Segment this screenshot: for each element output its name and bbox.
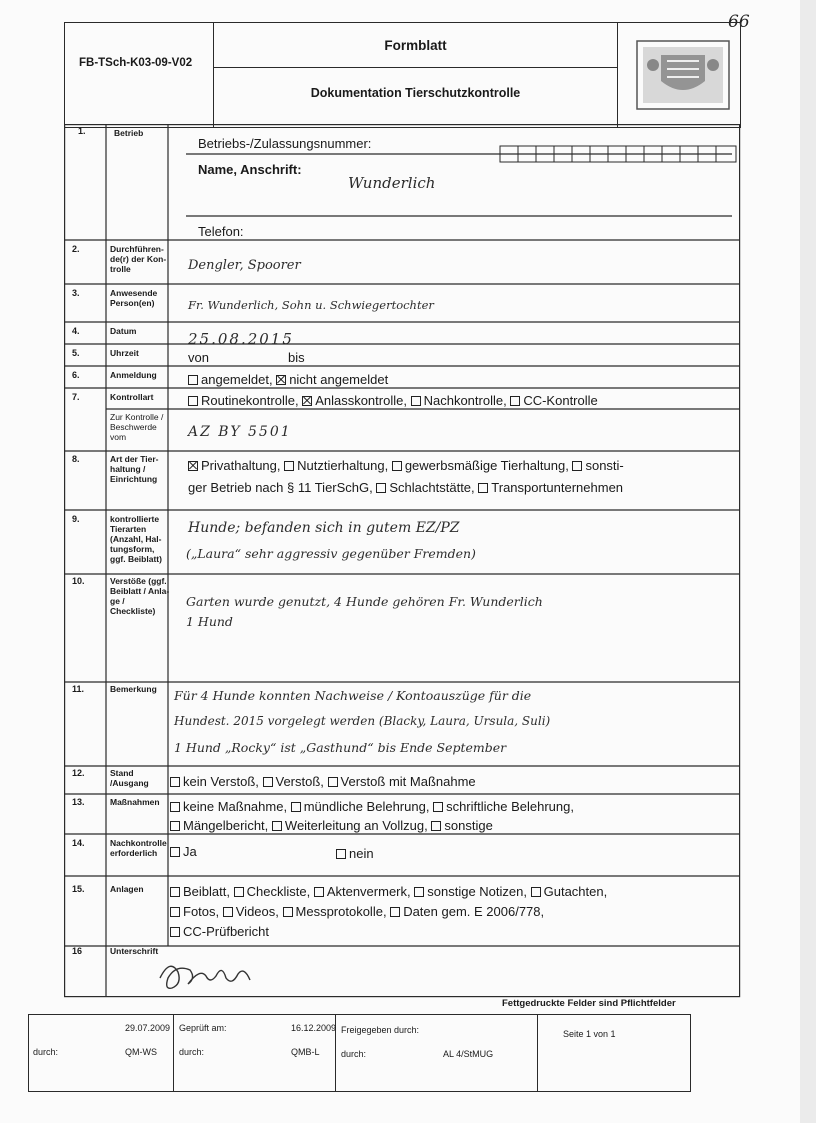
row-13-number: 13. (72, 797, 85, 807)
file-note-label: Aktenvermerk, (326, 884, 411, 899)
attachments-line2 (170, 904, 544, 919)
present-persons-value[interactable]: Fr. Wunderlich, Sohn u. Schwiegertochter (188, 298, 434, 312)
name-address-label: Name, Anschrift: (198, 162, 302, 177)
checklist-label: Checkliste, (246, 884, 311, 899)
row-12-label: Stand /Ausgang (110, 768, 149, 788)
status-options (170, 774, 476, 789)
row-2-label: Durchführen-de(r) der Kon-trolle (110, 244, 167, 274)
released-by-label: Freigegeben durch: (341, 1025, 420, 1035)
control-type-options (188, 393, 598, 408)
private-husbandry-label: Privathaltung, (201, 458, 281, 473)
commercial-husbandry-label: gewerbsmäßige Tierhaltung, (404, 458, 569, 473)
livestock-husbandry-label: Nutztierhaltung, (297, 458, 389, 473)
file-note-checkbox[interactable] (314, 887, 324, 897)
violations-line1[interactable]: Garten wurde genutzt, 4 Hunde gehören Fr. Wunderlich (186, 594, 543, 609)
other-notes-label: sonstige Notizen, (427, 884, 527, 899)
row-1-label: Betrieb (114, 128, 144, 138)
announced-label: angemeldet, (201, 372, 273, 387)
violations-line2[interactable]: 1 Hund (186, 614, 233, 629)
row-15-label: Anlagen (110, 884, 144, 894)
checked-date: 16.12.2009 (291, 1023, 337, 1033)
violation-label: Verstoß, (275, 774, 324, 789)
defect-report-label: Mängelbericht, (183, 818, 269, 833)
enforcement-referral-checkbox[interactable] (272, 821, 282, 831)
row-5-number: 5. (72, 348, 80, 358)
form-title: Formblatt (384, 38, 447, 53)
inspector-value[interactable]: Dengler, Spoorer (188, 258, 301, 273)
date-value[interactable]: 25.08.2015 (188, 330, 294, 348)
follow-up-control-checkbox[interactable] (411, 396, 421, 406)
header-title-cell (214, 23, 618, 127)
document-control-footer (28, 1014, 691, 1092)
announced-checkbox[interactable] (188, 375, 198, 385)
enforcement-referral-label: Weiterleitung an Vollzug, (284, 818, 428, 833)
expert-report-checkbox[interactable] (531, 887, 541, 897)
header-code-cell (65, 23, 214, 127)
oral-instruction-label: mündliche Belehrung, (303, 799, 430, 814)
written-instruction-checkbox[interactable] (433, 802, 443, 812)
commercial-husbandry-checkbox[interactable] (392, 461, 402, 471)
time-to-label: bis (288, 350, 305, 365)
handwritten-signature (152, 948, 272, 998)
cause-control-checkbox[interactable] (302, 396, 312, 406)
time-from-label: von (188, 350, 209, 365)
row-11-number: 11. (72, 684, 85, 694)
cc-report-label: CC-Prüfbericht (183, 924, 269, 939)
checked-by-label: durch: (179, 1047, 205, 1057)
animal-species-line1[interactable]: Hunde; befanden sich in gutem EZ/PZ (188, 520, 460, 536)
follow-up-control-label: Nachkontrolle, (423, 393, 507, 408)
row-3-label: Anwesende Person(en) (110, 288, 158, 308)
other-measure-checkbox[interactable] (431, 821, 441, 831)
checked-by: QMB-L (291, 1047, 320, 1057)
row-4-number: 4. (72, 326, 80, 336)
data-e2006-label: Daten gem. E 2006/778, (403, 904, 545, 919)
row-11-label: Bemerkung (110, 684, 157, 694)
husbandry-options-line2 (188, 480, 623, 495)
transport-company-label: Transportunternehmen (491, 480, 624, 495)
header-subtitle-cell (214, 67, 617, 128)
follow-up-yes-label: Ja (183, 844, 197, 859)
checked-on-label: Geprüft am: (179, 1023, 227, 1033)
row-5-label: Uhrzeit (110, 348, 139, 358)
no-measure-label: keine Maßnahme, (183, 799, 288, 814)
name-address-value[interactable]: Wunderlich (348, 174, 436, 192)
remark-line2[interactable]: Hundest. 2015 vorgelegt werden (Blacky, Laura, Ursula, Suli) (174, 714, 551, 728)
livestock-husbandry-checkbox[interactable] (284, 461, 294, 471)
routine-control-label: Routinekontrolle, (201, 393, 299, 408)
checklist-checkbox[interactable] (234, 887, 244, 897)
row-2-number: 2. (72, 244, 80, 254)
other-business-label: sonsti- (585, 458, 624, 473)
cc-report-checkbox[interactable] (170, 927, 180, 937)
row-12-number: 12. (72, 768, 85, 778)
other-business-checkbox[interactable] (572, 461, 582, 471)
no-violation-label: kein Verstoß, (183, 774, 259, 789)
follow-up-yes-checkbox[interactable] (170, 847, 180, 857)
registration-options (188, 372, 388, 387)
attachments-line3 (170, 924, 269, 939)
row-8-label: Art der Tier-haltung / Einrichtung (110, 454, 159, 484)
row-14-label: Nachkontrolle erforderlich (110, 838, 167, 858)
page-number: 66 (728, 12, 750, 32)
required-fields-note: Fettgedruckte Felder sind Pflichtfelder (502, 998, 676, 1009)
released-by: AL 4/StMUG (443, 1049, 494, 1059)
row-6-number: 6. (72, 370, 80, 380)
violation-checkbox[interactable] (263, 777, 273, 787)
row-10-label: Verstöße (ggf. Beiblatt / Anla-ge / Checkliste) (110, 576, 170, 616)
written-instruction-label: schriftliche Belehrung, (446, 799, 574, 814)
violation-with-measure-label: Verstoß mit Maßnahme (340, 774, 476, 789)
row-6-label: Anmeldung (110, 370, 157, 380)
supplement-sheet-checkbox[interactable] (170, 887, 180, 897)
slaughterhouse-label: Schlachtstätte, (389, 480, 475, 495)
registration-number-boxes[interactable] (500, 146, 736, 162)
telephone-label: Telefon: (198, 224, 244, 239)
row-3-number: 3. (72, 288, 80, 298)
row-16-number: 16 (72, 946, 83, 956)
videos-label: Videos, (235, 904, 279, 919)
cause-control-label: Anlasskontrolle, (315, 393, 407, 408)
not-announced-checkbox[interactable] (276, 375, 286, 385)
transport-company-checkbox[interactable] (478, 483, 488, 493)
other-measure-label: sonstige (444, 818, 493, 833)
created-by: QM-WS (125, 1047, 157, 1057)
violation-with-measure-checkbox[interactable] (328, 777, 338, 787)
expert-report-label: Gutachten, (543, 884, 608, 899)
measurement-protocols-label: Messprotokolle, (295, 904, 387, 919)
oral-instruction-checkbox[interactable] (291, 802, 301, 812)
row-7-number: 7. (72, 392, 80, 402)
registration-number-label: Betriebs-/Zulassungsnummer: (198, 136, 372, 151)
attachments-line1 (170, 884, 607, 899)
measures-options-line1 (170, 799, 574, 814)
row-13-label: Maßnahmen (110, 797, 160, 807)
created-date: 29.07.2009 (125, 1023, 171, 1033)
private-husbandry-checkbox[interactable] (188, 461, 198, 471)
other-notes-checkbox[interactable] (414, 887, 424, 897)
row-7b-label: Zur Kontrolle / Beschwerde vom (110, 412, 164, 442)
defect-report-checkbox[interactable] (170, 821, 180, 831)
animal-species-line2[interactable]: („Laura“ sehr aggressiv gegenüber Fremden) (186, 546, 476, 561)
follow-up-no-checkbox[interactable] (336, 849, 346, 859)
photos-label: Fotos, (183, 904, 220, 919)
row-9-number: 9. (72, 514, 80, 524)
routine-control-checkbox[interactable] (188, 396, 198, 406)
follow-up-no-label: nein (349, 846, 374, 861)
other-business-label-cont: ger Betrieb nach § 11 TierSchG, (188, 480, 373, 495)
row-14-number: 14. (72, 838, 85, 848)
created-by-label: durch: (33, 1047, 59, 1057)
not-announced-label: nicht angemeldet (289, 372, 389, 387)
row-4-label: Datum (110, 326, 137, 336)
form-code: FB-TSch-K03-09-V02 (79, 57, 193, 69)
state-seal-icon (631, 35, 735, 115)
follow-up-yes-option (170, 844, 197, 859)
photos-checkbox[interactable] (170, 907, 180, 917)
remark-line3[interactable]: 1 Hund „Rocky“ ist „Gasthund“ bis Ende September (174, 740, 507, 755)
row-7-label: Kontrollart (110, 392, 154, 402)
row-16-label: Unterschrift (110, 946, 159, 956)
row-8-number: 8. (72, 454, 80, 464)
row-9-label: kontrollierte Tierarten (Anzahl, Hal-tungsform, ggf. Beiblatt) (110, 514, 162, 564)
complaint-reference-value[interactable]: AZ BY 5501 (188, 424, 292, 440)
no-violation-checkbox[interactable] (170, 777, 180, 787)
cc-control-label: CC-Kontrolle (523, 393, 598, 408)
form-header (64, 22, 741, 128)
row-10-number: 10. (72, 576, 85, 586)
measures-options-line2 (170, 818, 493, 833)
released-by-prefix: durch: (341, 1049, 367, 1059)
videos-checkbox[interactable] (223, 907, 233, 917)
row-1-number: 1. (78, 126, 86, 136)
page-indicator: Seite 1 von 1 (563, 1029, 616, 1039)
remark-line1[interactable]: Für 4 Hunde konnten Nachweise / Kontoauszüge für die (174, 688, 532, 703)
form-table (64, 124, 741, 998)
form-subtitle: Dokumentation Tierschutzkontrolle (310, 86, 521, 100)
row-15-number: 15. (72, 884, 85, 894)
slaughterhouse-checkbox[interactable] (376, 483, 386, 493)
follow-up-no-option (336, 846, 374, 861)
data-e2006-checkbox[interactable] (390, 907, 400, 917)
measurement-protocols-checkbox[interactable] (283, 907, 293, 917)
no-measure-checkbox[interactable] (170, 802, 180, 812)
cc-control-checkbox[interactable] (510, 396, 520, 406)
supplement-sheet-label: Beiblatt, (183, 884, 230, 899)
husbandry-options-line1 (188, 458, 624, 473)
